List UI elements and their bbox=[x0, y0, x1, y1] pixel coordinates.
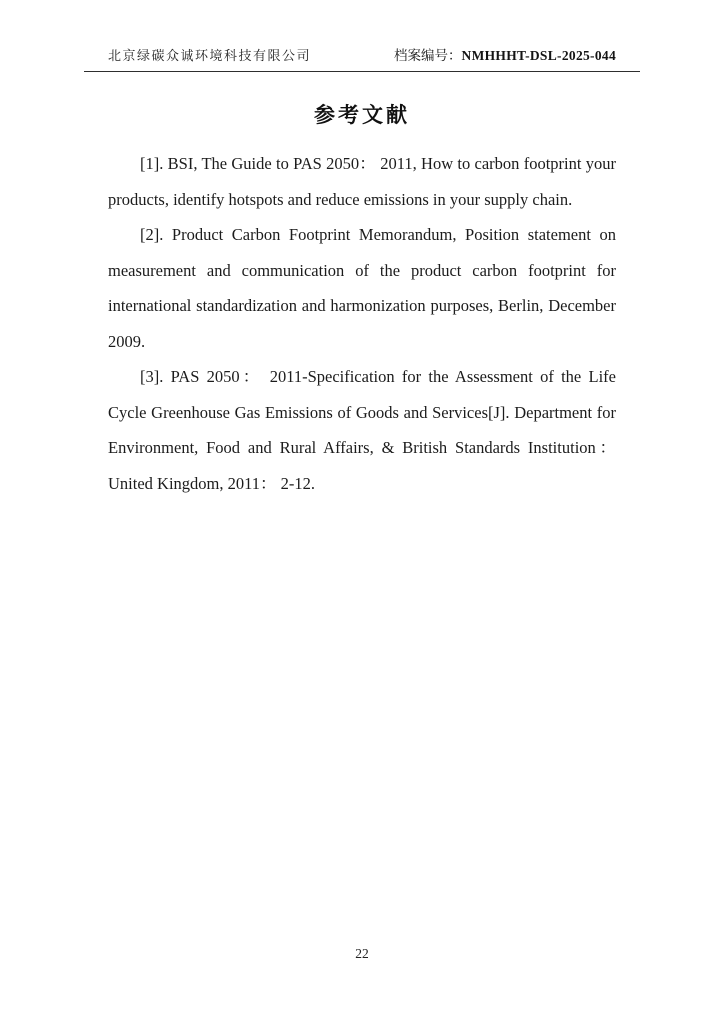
header-company-name: 北京绿碳众诚环境科技有限公司 bbox=[108, 48, 312, 63]
page-header bbox=[84, 0, 640, 72]
references-list bbox=[108, 146, 616, 501]
reference-item-3: [3]. PAS 2050： 2011-Specification for the Assessment of the Life Cycle Greenhouse Gas Emissions of Goods and Services[J]. Department for Environment, Food and Rural Affairs, & British Standards Institution： United Kingdom, 2011： 2-12. bbox=[108, 367, 616, 493]
header-doc-number bbox=[394, 44, 616, 64]
doc-number-value: NMHHHT-DSL-2025-044 bbox=[461, 48, 616, 63]
section-title: 参考文献 bbox=[314, 103, 410, 127]
reference-item-1: [1]. BSI, The Guide to PAS 2050： 2011, How to carbon footprint your products, identify hotspots and reduce emissions in your supply chain. bbox=[108, 154, 616, 209]
reference-item-2: [2]. Product Carbon Footprint Memorandum, Position statement on measurement and communication of the product carbon footprint for international standardization and harmonization purposes, Berlin, December 2009. bbox=[108, 225, 616, 351]
doc-number-label: 档案编号： bbox=[394, 48, 462, 63]
page-number: 22 bbox=[355, 946, 369, 961]
